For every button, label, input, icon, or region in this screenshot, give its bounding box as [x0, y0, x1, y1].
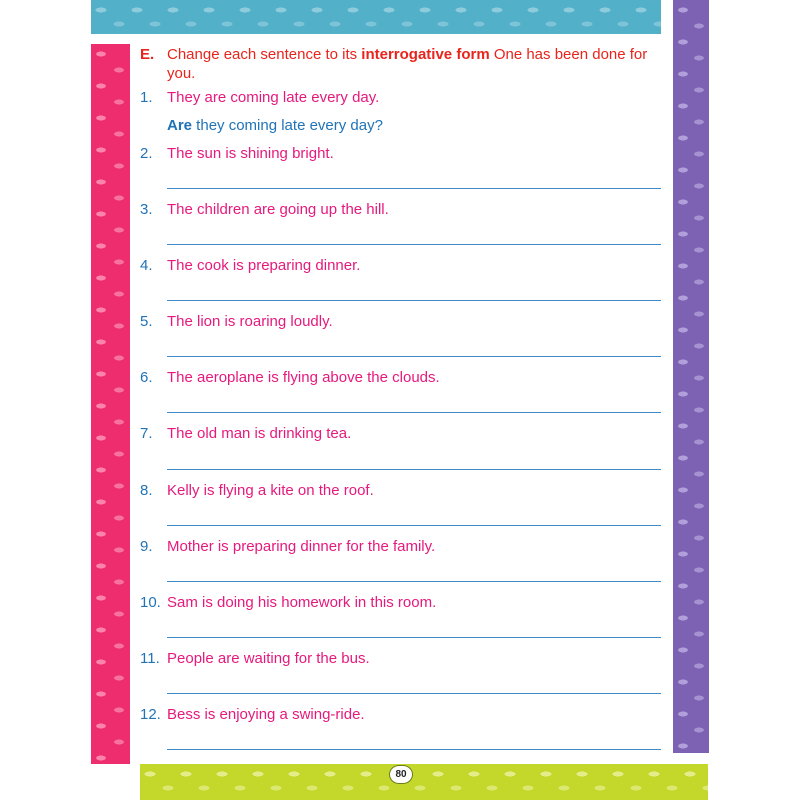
item-number: 4. [140, 257, 153, 274]
item-number: 8. [140, 482, 153, 499]
item-sentence: The sun is shining bright. [167, 145, 334, 162]
answer-line-7[interactable] [167, 469, 661, 470]
item-number: 7. [140, 425, 153, 442]
item-number: 9. [140, 538, 153, 555]
answer-line-11[interactable] [167, 693, 661, 694]
item-sentence: The lion is roaring loudly. [167, 313, 333, 330]
answer-line-9[interactable] [167, 581, 661, 582]
left-decorative-band [91, 44, 130, 764]
instruction-bold-term: interrogative form [361, 46, 490, 63]
item-number: 11. [140, 650, 160, 667]
top-decorative-band [91, 0, 661, 34]
item-sentence: Mother is preparing dinner for the family. [167, 538, 436, 555]
instruction-text-end: One has been done for you. [167, 46, 648, 82]
example-answer-bold: Are [167, 117, 193, 134]
item-sentence: Kelly is flying a kite on the roof. [167, 482, 374, 499]
item-sentence: Bess is enjoying a swing-ride. [167, 706, 365, 723]
instruction-text-start: Change each sentence to its [167, 46, 362, 63]
answer-line-2[interactable] [167, 188, 661, 189]
item-sentence: They are coming late every day. [167, 89, 380, 106]
item-number: 10. [140, 594, 161, 611]
item-number: 2. [140, 145, 153, 162]
answer-line-6[interactable] [167, 412, 661, 413]
item-number: 6. [140, 369, 153, 386]
item-sentence: The children are going up the hill. [167, 201, 389, 218]
item-number: 5. [140, 313, 153, 330]
exercise-heading [140, 45, 665, 83]
answer-line-5[interactable] [167, 356, 661, 357]
answer-line-3[interactable] [167, 244, 661, 245]
example-answer-rest: they coming late every day? [192, 117, 383, 134]
item-sentence: The aeroplane is flying above the clouds. [167, 369, 440, 386]
answer-line-8[interactable] [167, 525, 661, 526]
exercise-instruction [167, 45, 665, 83]
answer-line-4[interactable] [167, 300, 661, 301]
item-number: 12. [140, 706, 161, 723]
right-decorative-band [673, 0, 709, 753]
answer-line-10[interactable] [167, 637, 661, 638]
example-answer [167, 117, 383, 135]
item-number: 3. [140, 201, 153, 218]
item-sentence: Sam is doing his homework in this room. [167, 594, 437, 611]
answer-line-12[interactable] [167, 749, 661, 750]
item-sentence: The cook is preparing dinner. [167, 257, 361, 274]
item-number: 1. [140, 89, 153, 106]
item-sentence: The old man is drinking tea. [167, 425, 352, 442]
page-number: 80 [389, 765, 413, 784]
exercise-letter: E. [140, 46, 155, 63]
bottom-decorative-band [140, 764, 708, 800]
item-sentence: People are waiting for the bus. [167, 650, 370, 667]
